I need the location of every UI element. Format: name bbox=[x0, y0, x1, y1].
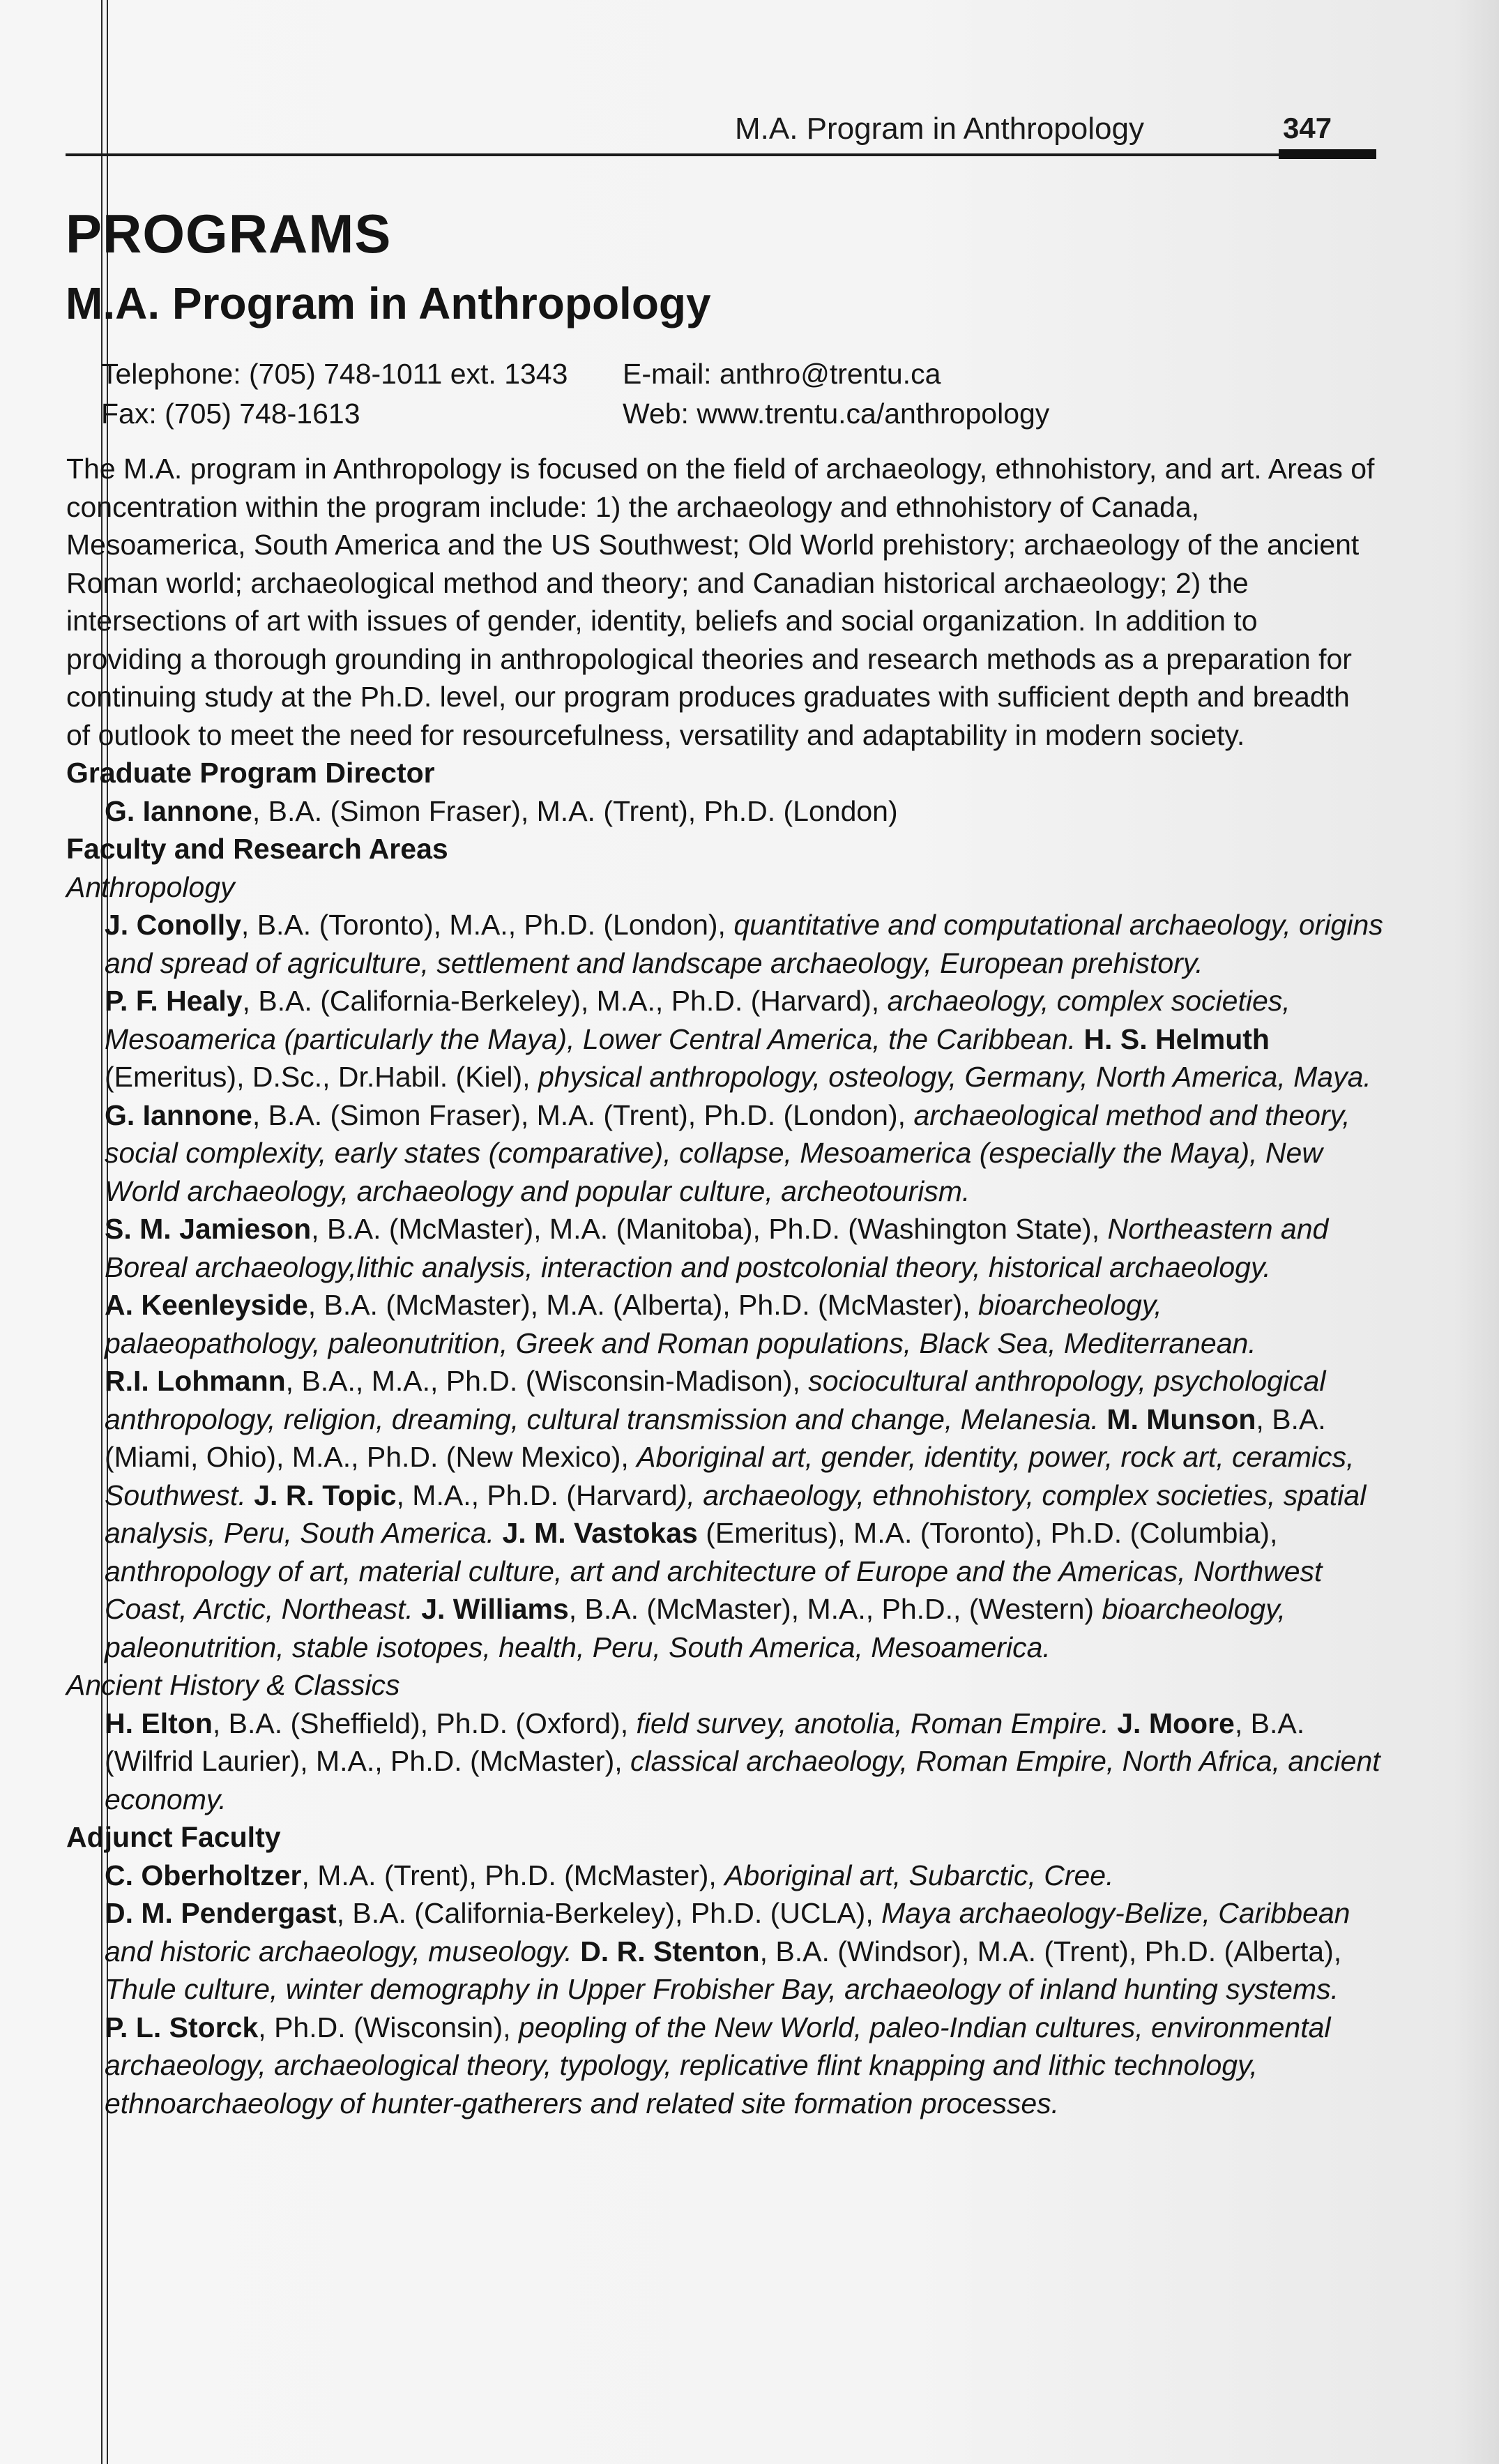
section-title: PROGRAMS bbox=[66, 203, 392, 264]
program-title: M.A. Program in Anthropology bbox=[66, 278, 711, 328]
running-header-title: M.A. Program in Anthropology bbox=[735, 112, 1144, 146]
contact-online-block bbox=[623, 354, 1049, 434]
classics-heading: Ancient History & Classics bbox=[66, 1669, 400, 1701]
faculty-entry-lohmann bbox=[105, 1362, 1384, 1666]
header-rule bbox=[66, 153, 1376, 156]
faculty-degrees: , B.A. (Toronto), M.A., Ph.D. (London), bbox=[241, 909, 734, 941]
adjunct-entry-oberholtzer bbox=[105, 1857, 1384, 1895]
faculty-degrees: , B.A. (Simon Fraser), M.A. (Trent), Ph.D. (London), bbox=[252, 1098, 914, 1131]
faculty-degrees: , B.A. (California-Berkeley), Ph.D. (UCLA), bbox=[336, 1897, 882, 1929]
faculty-name: J. M. Vastokas bbox=[502, 1517, 698, 1549]
faculty-name: J. Williams bbox=[421, 1593, 569, 1625]
faculty-degrees: (Emeritus), D.Sc., Dr.Habil. (Kiel), bbox=[105, 1061, 538, 1093]
faculty-name: C. Oberholtzer bbox=[105, 1859, 302, 1891]
faculty-degrees: , M.A., Ph.D. (Harvard bbox=[396, 1479, 678, 1511]
faculty-areas: archaeology, complex societies, Mesoamerica (particularly the Maya), Lower Central America, the Caribbean. bbox=[105, 985, 1291, 1055]
faculty-areas: physical anthropology, osteology, Germany, North America, Maya. bbox=[538, 1061, 1371, 1093]
faculty-degrees: , B.A. (Windsor), M.A. (Trent), Ph.D. (Alberta), bbox=[759, 1935, 1342, 1967]
faculty-entry-conolly bbox=[105, 906, 1384, 982]
fax: Fax: (705) 748-1613 bbox=[101, 398, 360, 430]
faculty-name: P. F. Healy bbox=[105, 985, 243, 1017]
faculty-name: G. Iannone bbox=[105, 1098, 252, 1131]
faculty-name: J. Conolly bbox=[105, 909, 241, 941]
faculty-name: D. M. Pendergast bbox=[105, 1897, 337, 1929]
faculty-areas: ), archaeology, ethnohistory, complex societies, spatial analysis, Peru, South America. bbox=[105, 1479, 1367, 1549]
faculty-entry-healy bbox=[105, 982, 1384, 1210]
faculty-degrees: (Emeritus), M.A. (Toronto), Ph.D. (Columbia), bbox=[697, 1517, 1278, 1549]
director-name: G. Iannone bbox=[105, 794, 252, 827]
faculty-degrees: , M.A. (Trent), Ph.D. (McMaster), bbox=[301, 1859, 725, 1891]
intro-paragraph: The M.A. program in Anthropology is focused on the field of archaeology, ethnohistory, and art. Areas of concentration within the program include: 1) the archaeology and ethnohistory of Canada, Mesoamerica, South America and the US Southwest; Old World prehistory; archaeology of the ancient Roman world; archaeological method and theory; and Canadian historical archaeology; 2) the intersections of art with issues of gender, identity, beliefs and social organization. In addition to providing a thorough grounding in anthropological theories and research methods as a preparation for continuing study at the Ph.D. level, our program produces graduates with sufficient depth and breadth of outlook to meet the need for resourcefulness, versatility and adaptability in modern society. bbox=[66, 453, 1375, 751]
faculty-degrees: , B.A. (McMaster), M.A. (Manitoba), Ph.D. (Washington State), bbox=[311, 1213, 1108, 1245]
adjunct-entry-pendergast bbox=[105, 1894, 1384, 2009]
faculty-name: R.I. Lohmann bbox=[105, 1365, 286, 1397]
faculty-name: S. M. Jamieson bbox=[105, 1213, 312, 1245]
faculty-heading: Faculty and Research Areas bbox=[66, 833, 448, 865]
faculty-name: H. Elton bbox=[105, 1707, 213, 1739]
faculty-name: A. Keenleyside bbox=[105, 1289, 308, 1321]
faculty-name: P. L. Storck bbox=[105, 2011, 259, 2043]
anthropology-heading: Anthropology bbox=[66, 870, 235, 903]
telephone: Telephone: (705) 748-1011 ext. 1343 bbox=[101, 358, 568, 390]
faculty-areas: Aboriginal art, gender, identity, power, rock art, ceramics, Southwest. bbox=[105, 1441, 1355, 1511]
faculty-areas: Aboriginal art, Subarctic, Cree. bbox=[724, 1859, 1114, 1891]
faculty-degrees: , B.A. (Sheffield), Ph.D. (Oxford), bbox=[212, 1707, 637, 1739]
classics-list bbox=[66, 1705, 1384, 1819]
faculty-name: J. Moore bbox=[1117, 1707, 1235, 1739]
director-degrees: , B.A. (Simon Fraser), M.A. (Trent), Ph.D. (London) bbox=[252, 794, 898, 827]
faculty-areas: bioarcheology, palaeopathology, paleonutrition, Greek and Roman populations, Black Sea, Mediterranean. bbox=[105, 1289, 1256, 1359]
faculty-areas: anthropology of art, material culture, art and architecture of Europe and the Americas, Northwest Coast, Arctic, Northeast. bbox=[105, 1555, 1323, 1625]
web-link[interactable]: Web: www.trentu.ca/anthropology bbox=[623, 398, 1050, 430]
faculty-areas: bioarcheology, paleonutrition, stable isotopes, health, Peru, South America, Mesoamerica. bbox=[105, 1593, 1286, 1663]
page-number: 347 bbox=[1283, 112, 1332, 144]
faculty-areas: archaeological method and theory, social complexity, early states (comparative), collapse, Mesoamerica (especially the Maya), New World archaeology, archaeology and popular culture, archeotourism. bbox=[105, 1098, 1350, 1207]
faculty-name: D. R. Stenton bbox=[580, 1935, 760, 1967]
director-entry bbox=[66, 792, 1384, 831]
faculty-degrees: , Ph.D. (Wisconsin), bbox=[258, 2011, 519, 2043]
faculty-areas: Northeastern and Boreal archaeology,lithic analysis, interaction and postcolonial theory, historical archaeology. bbox=[105, 1213, 1329, 1283]
faculty-entry-elton-moore bbox=[105, 1705, 1384, 1819]
faculty-name: J. R. Topic bbox=[254, 1479, 397, 1511]
anthropology-list bbox=[66, 906, 1384, 1666]
faculty-areas: Maya archaeology-Belize, Caribbean and historic archaeology, museology. bbox=[105, 1897, 1350, 1967]
faculty-areas: quantitative and computational archaeology, origins and spread of agriculture, settlement and landscape archaeology, European prehistory. bbox=[105, 909, 1383, 979]
faculty-areas: peopling of the New World, paleo-Indian cultures, environmental archaeology, archaeological theory, typology, replicative flint knapping and lithic technology, ethnoarchaeology of hunter-gatherers and related site formation processes. bbox=[105, 2011, 1331, 2119]
faculty-degrees: , B.A., M.A., Ph.D. (Wisconsin-Madison), bbox=[285, 1365, 809, 1397]
adjunct-entry-storck bbox=[105, 2009, 1384, 2123]
faculty-name: H. S. Helmuth bbox=[1083, 1022, 1270, 1055]
adjunct-list bbox=[66, 1857, 1384, 2123]
faculty-degrees: , B.A. (Miami, Ohio), M.A., Ph.D. (New Mexico), bbox=[105, 1403, 1326, 1473]
faculty-degrees: , B.A. (McMaster), M.A. (Alberta), Ph.D. (McMaster), bbox=[307, 1289, 979, 1321]
faculty-degrees: , B.A. (Wilfrid Laurier), M.A., Ph.D. (McMaster), bbox=[105, 1707, 1305, 1777]
faculty-areas: Thule culture, winter demography in Upper Frobisher Bay, archaeology of inland hunting systems. bbox=[105, 1973, 1339, 2005]
page-content bbox=[66, 450, 1384, 2122]
faculty-entry-jamieson bbox=[105, 1210, 1384, 1286]
faculty-degrees: , B.A. (McMaster), M.A., Ph.D., (Western) bbox=[568, 1593, 1102, 1625]
faculty-entry-keenleyside bbox=[105, 1286, 1384, 1362]
header-rule-accent bbox=[1279, 149, 1376, 159]
adjunct-heading: Adjunct Faculty bbox=[66, 1821, 281, 1853]
contact-phone-block bbox=[101, 354, 568, 434]
faculty-areas: classical archaeology, Roman Empire, North Africa, ancient economy. bbox=[105, 1745, 1380, 1815]
faculty-areas: field survey, anotolia, Roman Empire. bbox=[636, 1707, 1109, 1739]
director-heading: Graduate Program Director bbox=[66, 757, 435, 789]
email-link[interactable]: E-mail: anthro@trentu.ca bbox=[623, 358, 941, 390]
faculty-degrees: , B.A. (California-Berkeley), M.A., Ph.D. (Harvard), bbox=[242, 985, 888, 1017]
faculty-name: M. Munson bbox=[1106, 1403, 1256, 1435]
faculty-areas: sociocultural anthropology, psychological anthropology, religion, dreaming, cultural transmission and change, Melanesia. bbox=[105, 1365, 1326, 1435]
